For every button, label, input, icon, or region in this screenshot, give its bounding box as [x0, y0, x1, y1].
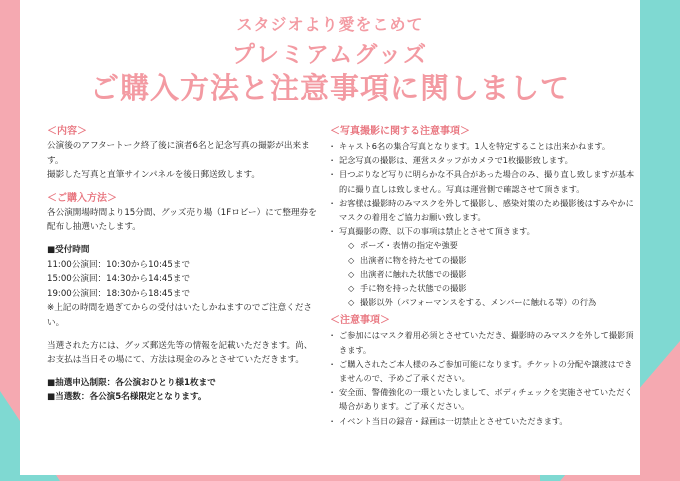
reception-times: 11:00公演回：10:30から10:45まで 15:00公演回：14:30から14:45まで 19:00公演回：18:30から18:45まで ※上記の時間を過ぎてからの受付はいたしかねますのでご注意ください。 — [47, 259, 313, 328]
purchase-text: 各公演開場時間より15分間、グッズ売り場（1Fロビー）にて整理券を配布し抽選いたします。 — [47, 207, 317, 233]
notice-sheet — [20, 0, 640, 475]
list-item: ・ 写真撮影の際、以下の事項は禁止とさせて頂きます。 — [330, 224, 635, 238]
list-item: ◇ 手に物を持った状態での撮影 — [330, 281, 635, 295]
right-column — [330, 124, 635, 428]
title-line-2: プレミアムグッズ — [231, 42, 429, 68]
list-item: ・ ご購入されたご本人様のみご参加可能になります。チケットの分配や譲渡はできませんので、予めご了承ください。 — [330, 357, 635, 385]
purchase-heading: ＜ご購入方法＞ — [47, 192, 117, 204]
caution-heading: ＜注意事項＞ — [330, 315, 390, 327]
list-item: ・ 目つぶりなど写りに明らかな不具合があった場合のみ、撮り直し致しますが基本的に撮り直しは致しません。写真は運営側で確認させて頂きます。 — [330, 167, 635, 195]
list-item: ・ イベント当日の録音・録画は一切禁止とさせていただきます。 — [330, 414, 635, 428]
list-item: ◇ ポーズ・表情の指定や強要 — [330, 238, 635, 252]
content-heading: ＜内容＞ — [47, 126, 87, 137]
reception-heading: ■受付時間 — [47, 244, 90, 255]
winner-notice: 当選された方には、グッズ郵送先等の情報を記載いただきます。尚、お支払は当日その場にて、方法は現金のみとさせていただきます。 — [47, 340, 313, 366]
winner-count: ■当選数：各公演5名様限定となります。 — [47, 392, 207, 403]
list-item: ・ 記念写真の撮影は、運営スタッフがカメラで1枚撮影致します。 — [330, 153, 635, 167]
content-text: 公演後のアフタートーク終了後に演者6名と記念写真の撮影が出来ます。 撮影した写真と直筆サインパネルを後日郵送致します。 — [47, 141, 310, 181]
list-item: ◇ 出演者に物を持たせての撮影 — [330, 253, 635, 267]
list-item: ・ キャスト6名の集合写真となります。1人を特定することは出来かねます。 — [330, 139, 635, 153]
list-item: ・ 安全面、警備強化の一環といたしまして、ボディチェックを実施させていただく場合があります。ご了承ください。 — [330, 385, 635, 413]
list-item: ◇ 撮影以外（パフォーマンスをする、メンバーに触れる等）の行為 — [330, 295, 635, 309]
caution-list — [330, 328, 635, 427]
title-line-1: スタジオより愛をこめて — [236, 15, 424, 34]
photo-heading: ＜写真撮影に関する注意事項＞ — [330, 126, 470, 137]
prohibited-list — [330, 238, 635, 309]
limit-per-person: ■抽選申込制限：各公演おひとり様1枚まで — [47, 377, 216, 388]
list-item: ◇ 出演者に触れた状態での撮影 — [330, 267, 635, 281]
list-item: ・ ご参加にはマスク着用必須とさせていただき、撮影時のみマスクを外して撮影頂きます。 — [330, 328, 635, 356]
photo-list — [330, 139, 635, 238]
left-column — [47, 124, 317, 405]
title-line-3: ご購入方法と注意事項に関しまして — [89, 71, 570, 105]
list-item: ・ お客様は撮影時のみマスクを外して撮影し、感染対策のため撮影後はすみやかにマスクの着用をご協力お願い致します。 — [330, 196, 635, 224]
